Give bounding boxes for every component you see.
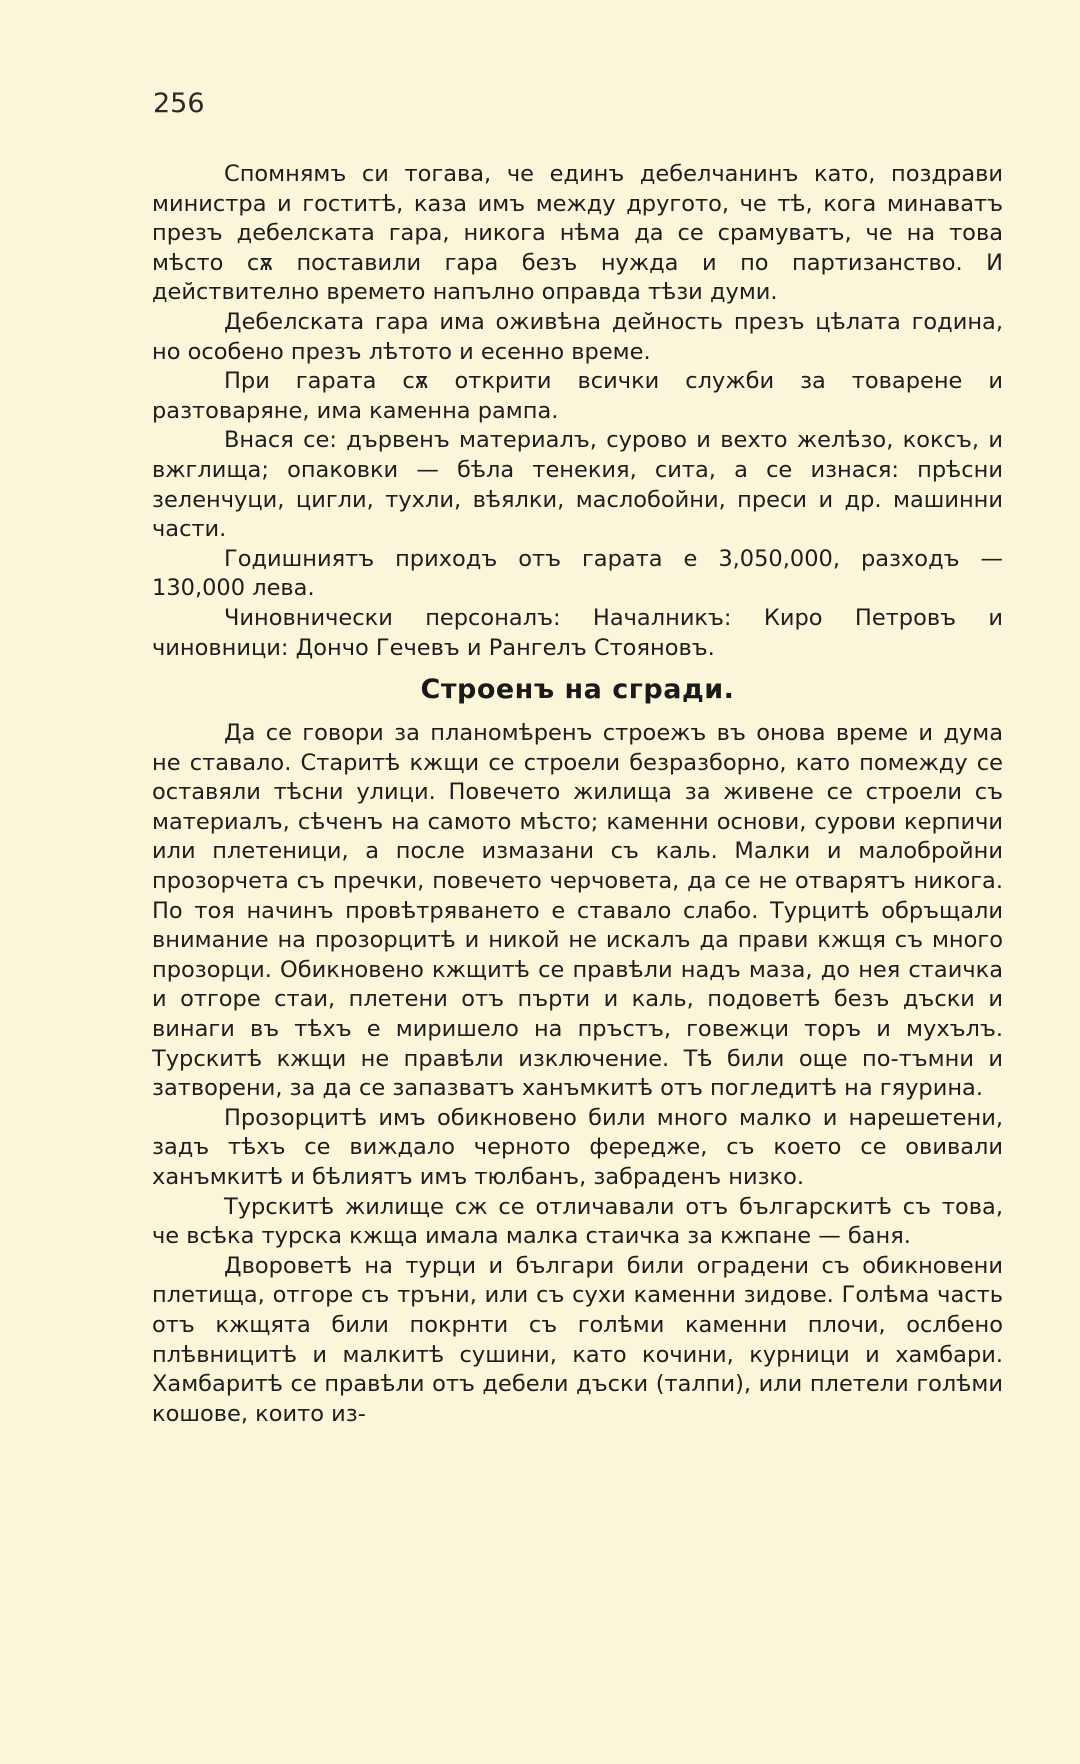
paragraph: При гарата сѫ открити всички служби за товарене и разтоваряне, има каменна рампа.: [152, 368, 1003, 424]
paragraph: Турскитѣ жилище сж се отличавали отъ българскитѣ съ това, че всѣка турска кжща имала малка стаичка за кжпане — баня.: [152, 1193, 1003, 1250]
paragraph: Дворoветѣ на турци и българи били оградени съ обикновени плетища, отгоре съ тръни, или съ сухи каменни зидове. Голѣма часть отъ кжщята били покрнти съ голѣми каменни плочи, ослбено плѣвницитѣ и малкитѣ сушини, като кочини, курници и хамбари. Хамбаритѣ се правѣли отъ дебели дъски (талпи), или плетели голѣми кошове, които из-: [152, 1252, 1003, 1427]
paragraph: Да се говори за планомѣренъ строежъ въ онова време и дума не ставало. Старитѣ кжщи се строели безразборно, като помежду се оставяли тѣсни улици. Повечето жилища за живене се строели съ материалъ, сѣченъ на самото мѣсто; каменни основи, сурови керпичи или плетеници, а после измазани съ каль. Малки и малобройни прозорчета съ пречки, повечето черчовета, да се не отварятъ никога. По тоя начинъ провѣтряването е ставало слабо. Турцитѣ обръщали внимание на прозорцитѣ и никой не искалъ да прави кжщя съ много прозорци. Обикновено кжщитѣ се правѣли надъ маза, до нея стаичка и отгоре стаи, плетени отъ пърти и каль, подоветѣ безъ дъски и винаги въ тѣхъ е миришело на пръстъ, говежци торъ и мухълъ. Турскитѣ кжщи не правѣли изключение. Тѣ били още по-тъмни и затворени, за да се запазватъ ханъмкитѣ отъ погледитѣ на гяурина.: [152, 720, 1003, 1102]
page-number: 256: [153, 88, 205, 119]
paragraph: Прозорцитѣ имъ обикновено били много малко и нарешетени, задъ тѣхъ се виждало черното фереджe, съ което се овивали ханъмкитѣ и бѣлиятъ имъ тюлбанъ, забраденъ низко.: [152, 1104, 1003, 1190]
paragraph: Спомнямъ си тогава, че единъ дебелчанинъ като, поздрави министра и гоститѣ, каза имъ между другото, че тѣ, кога минаватъ презъ дебелската гара, никога нѣма да се срамуватъ, че на това мѣсто сѫ поставили гара безъ нужда и по партизанство. И действително времето напълно оправда тѣзи думи.: [152, 161, 1003, 306]
paragraph: Годишниятъ приходъ отъ гарата е 3,050,000, разходъ — 130,000 лева.: [152, 545, 1003, 602]
paragraph: Чиновнически персоналъ: Началникъ: Киро Петровъ и чиновници: Дончо Гечевъ и Рангелъ Стояновъ.: [152, 604, 1003, 661]
page-text: [152, 160, 1003, 1429]
paragraph: Внася се: дървенъ материалъ, сурово и вехто желѣзо, коксъ, и вжглища; опаковки — бѣла тенекия, сита, а се изнася: прѣсни зеленчуци, цигли, тухли, вѣялки, маслобойни, преси и др. машинни части.: [152, 427, 1003, 543]
paragraph: Дебелската гара има оживѣна дейность презъ цѣлата година, но особено презъ лѣтото и есенно време.: [152, 308, 1003, 365]
section-heading: Строенъ на сгради.: [420, 674, 735, 706]
